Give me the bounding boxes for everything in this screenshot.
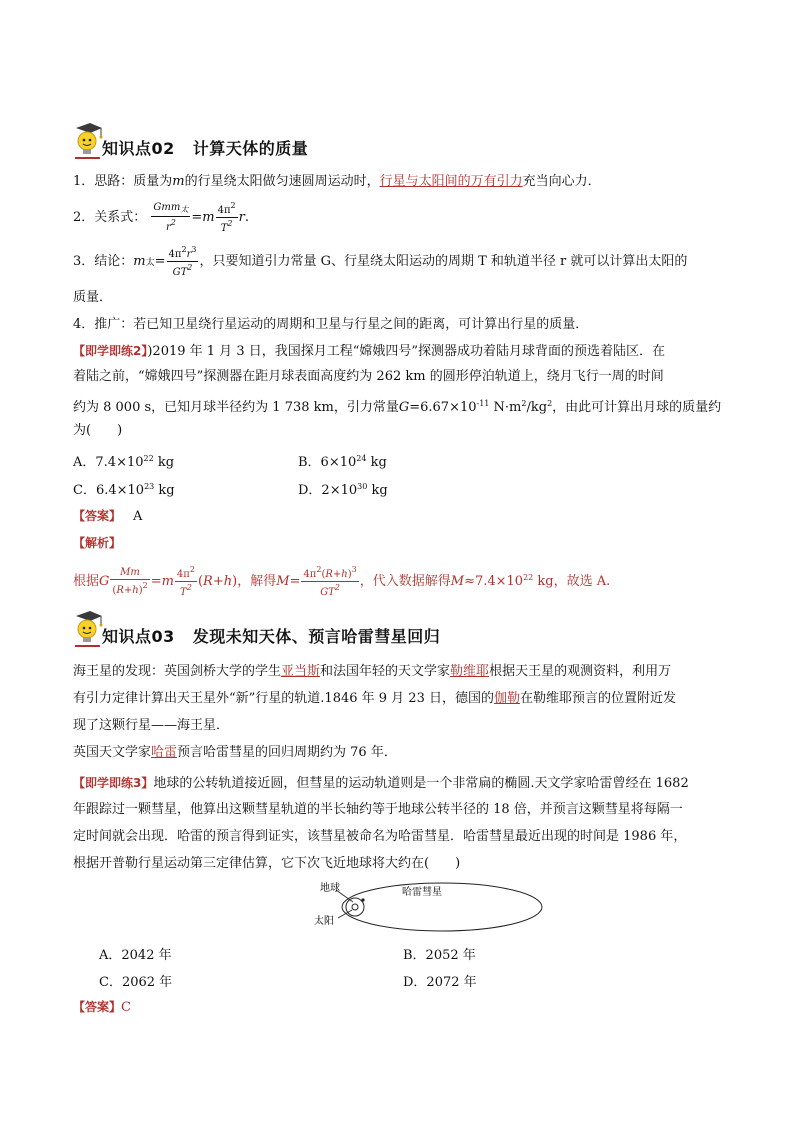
practice-3-option-c[interactable]: C．2062 年	[99, 975, 173, 990]
section-02-line-3: 3．结论：m太= $\frac{4\pi^2r^3}{GT^2}$ ，只要知道引力常量 G、行星绕太阳运动的周期 T 和轨道半径 r 就可以计算出太阳的	[73, 245, 688, 278]
section-03-para-line-1: 海王星的发现：英国剑桥大学的学生亚当斯和法国年轻的天文学家勒维耶根据天王星的观测资料，利用万	[73, 664, 672, 679]
figure-label-earth: 地球	[320, 883, 340, 894]
section-02-title: 知识点02 计算天体的质量	[102, 139, 309, 158]
practice-3-option-a[interactable]: A．2042 年	[99, 948, 172, 963]
figure-label-sun: 太阳	[314, 916, 334, 927]
section-02-header	[70, 122, 730, 166]
practice-2-line-4: 为( )	[73, 423, 123, 438]
practice-2-line-3: 约为 8 000 s，已知月球半径约为 1 738 km，引力常量$G=6.67\times 10^{-11}$ $N\cdot m^2/kg^2$，由此可计算出月球的质量约	[73, 399, 722, 415]
section-02-line-3-cont: 质量．	[73, 290, 113, 305]
section-03-para-line-2: 有引力定律计算出天王星外“新”行星的轨道.1846 年 9 月 23 日，德国的伽勒在勒维耶预言的位置附近发	[73, 691, 677, 706]
sun-icon	[352, 904, 358, 910]
practice-3-badge: 【即学即练3】	[73, 776, 154, 790]
practice-2-answer: 【答案】 A	[73, 509, 143, 524]
earth-dot	[361, 898, 364, 901]
section-02-line-4: 4．推广：若已知卫星绕行星运动的周期和卫星与行星之间的距离，可计算出行星的质量．	[73, 317, 589, 332]
practice-3-option-d[interactable]: D．2072 年	[403, 975, 477, 990]
practice-2-option-c[interactable]: C．$6.4\times 10^{23}$ kg	[73, 482, 175, 498]
lightbulb-scholar-icon	[70, 122, 104, 162]
practice-2-badge: 【即学即练2】	[73, 344, 148, 358]
practice-3-line-4: 根据开普勒行星运动第三定律估算，它下次飞近地球将大约在( )	[73, 856, 461, 871]
practice-2-line-1: 【即学即练2】)2019 年 1 月 3 日，我国探月工程“嫦娥四号”探测器成功着陆月球背面的预选着陆区．在	[73, 344, 666, 359]
section-02-line-1: 1．思路：质量为m的行星绕太阳做匀速圆周运动时，行星与太阳间的万有引力充当向心力．	[73, 174, 601, 189]
practice-2-solution: 根据G $\frac{Mm}{(R+h)^2}$ =m $\frac{4\pi^2}{T^2}$ (R+h)，解得M= $\frac{4\pi^2(R+h)^3}{GT^2}$ ，代入数据解得$M\approx 7.4\times 10^{22}$ kg，故选 A.	[73, 565, 611, 598]
practice-3-line-3: 定时间就会出现．哈雷的预言得到证实，该彗星被命名为哈雷彗星．哈雷彗星最近出现的时间是 1986 年，	[73, 829, 687, 844]
comet-orbit-figure	[310, 878, 545, 936]
practice-3-answer: 【答案】C	[73, 1000, 131, 1015]
practice-3-option-b[interactable]: B．2052 年	[403, 948, 476, 963]
practice-2-option-b[interactable]: B．$6\times 10^{24}$ kg	[298, 454, 387, 470]
section-03-title: 知识点03 发现未知天体、预言哈雷彗星回归	[102, 627, 441, 646]
practice-2-option-a[interactable]: A．$7.4\times 10^{22}$ kg	[73, 454, 175, 470]
comet-orbit-ellipse	[342, 883, 542, 931]
section-03-header	[70, 610, 730, 654]
practice-3-line-2: 年跟踪过一颗彗星，他算出这颗彗星轨道的半长轴约等于地球公转半径的 18 倍，并预言这颗彗星将每隔一	[73, 802, 683, 817]
practice-2-line-2: 着陆之前，“嫦娥四号”探测器在距月球表面高度约为 262 km 的圆形停泊轨道上，绕月飞行一周的时间	[73, 369, 664, 384]
lightbulb-scholar-icon	[70, 610, 104, 650]
figure-label-comet: 哈雷彗星	[402, 887, 442, 898]
practice-3-line-1: 【即学即练3】地球的公转轨道接近圆，但彗星的运动轨道则是一个非常扁的椭圆.天文学家哈雷曾经在 1682	[73, 776, 689, 791]
earth-orbit-circle	[346, 898, 364, 916]
section-03-para-line-3: 现了这颗行星——海王星．	[73, 718, 230, 733]
practice-2-option-d[interactable]: D．$2\times 10^{30}$ kg	[298, 482, 388, 498]
practice-2-analysis-label: 【解析】	[73, 536, 122, 550]
section-02-line-2: 2．关系式： $\frac{Gmm_太}{r^2}$ =m $\frac{4\pi^2}{T^2}$ r.	[73, 201, 249, 234]
section-03-para-line-4: 英国天文学家哈雷预言哈雷彗星的回归周期约为 76 年．	[73, 745, 397, 760]
key-phrase: 行星与太阳间的万有引力	[379, 174, 523, 189]
